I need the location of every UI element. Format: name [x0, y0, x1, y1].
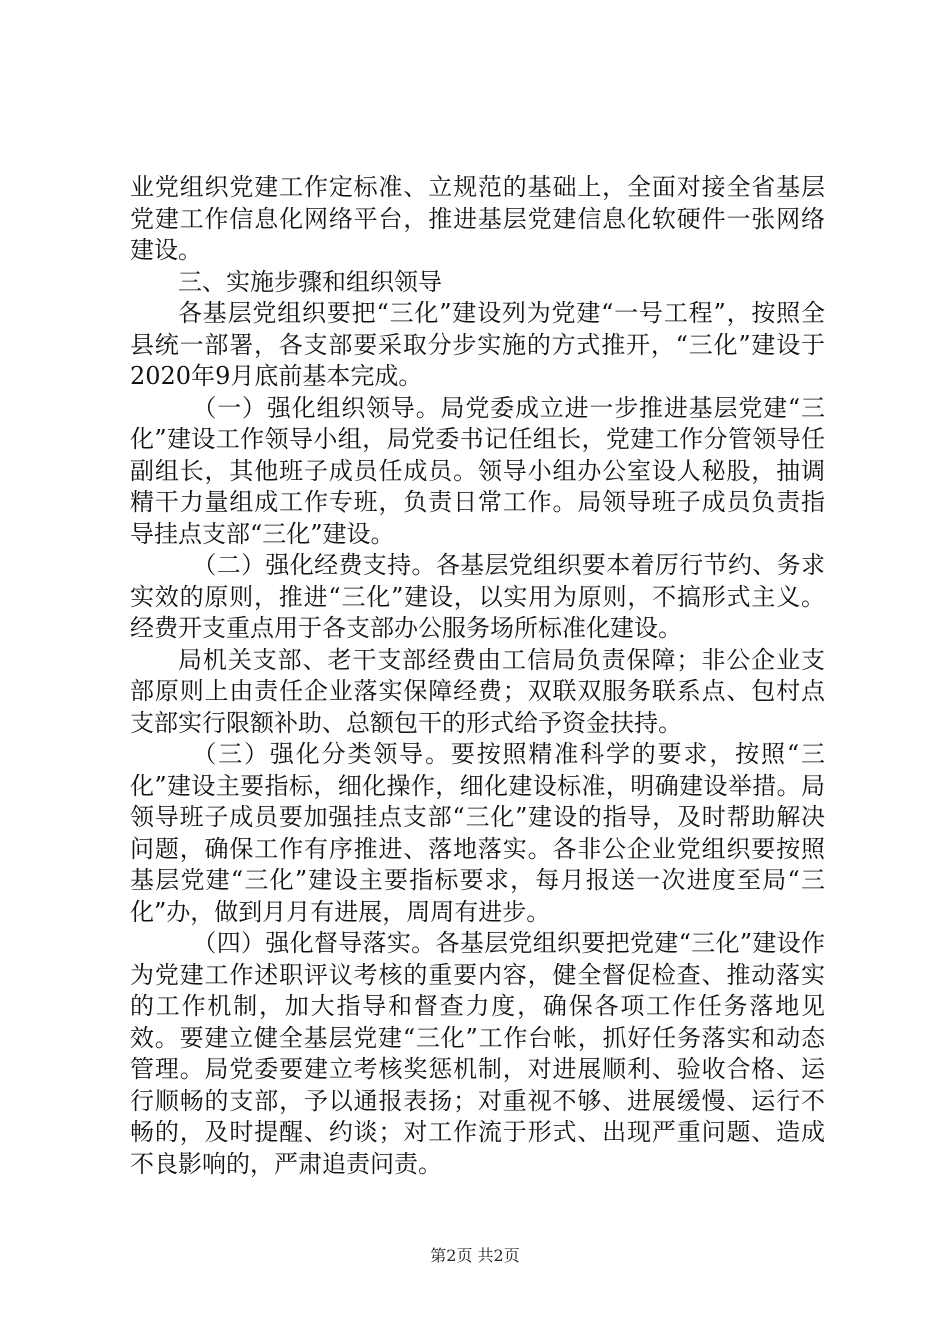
paragraph-continuation: 业党组织党建工作定标准、立规范的基础上，全面对接全省基层党建工作信息化网络平台，推进基层党建信息化软硬件一张网络建设。	[130, 173, 825, 264]
document-body	[130, 172, 825, 1180]
paragraph-item-3: （三）强化分类领导。要按照精准科学的要求，按照“三化”建设主要指标，细化操作，细化建设标准，明确建设举措。局领导班子成员要加强挂点支部“三化”建设的指导，及时帮助解决问题，确保工作有序推进、落地落实。各非公企业党组织要按照基层党建“三化”建设主要指标要求，每月报送一次进度至局“三化”办，做到月月有进展，周周有进步。	[130, 740, 825, 926]
section-heading: 三、实施步骤和组织领导	[178, 267, 442, 296]
paragraph-item-4: （四）强化督导落实。各基层党组织要把党建“三化”建设作为党建工作述职评议考核的重要内容，健全督促检查、推动落实的工作机制，加大指导和督查力度，确保各项工作任务落地见效。要建立健全基层党建“三化”工作台帐，抓好任务落实和动态管理。局党委要建立考核奖惩机制，对进展顺利、验收合格、运行顺畅的支部，予以通报表扬；对重视不够、进展缓慢、运行不畅的，及时提醒、约谈；对工作流于形式、出现严重问题、造成不良影响的，严肃追责问责。	[130, 929, 825, 1178]
page-footer: 第2页 共2页	[430, 1246, 520, 1265]
paragraph-item-2: （二）强化经费支持。各基层党组织要本着厉行节约、务求实效的原则，推进“三化”建设，以实用为原则，不搞形式主义。经费开支重点用于各支部办公服务场所标准化建设。	[130, 551, 825, 642]
paragraph-item-1: （一）强化组织领导。局党委成立进一步推进基层党建“三化”建设工作领导小组，局党委书记任组长，党建工作分管领导任副组长，其他班子成员任成员。领导小组办公室设人秘股，抽调精干力量组成工作专班，负责日常工作。局领导班子成员负责指导挂点支部“三化”建设。	[130, 393, 825, 548]
paragraph: 各基层党组织要把“三化”建设列为党建“一号工程”，按照全县统一部署，各支部要采取分步实施的方式推开，“三化”建设于2020年9月底前基本完成。	[130, 299, 825, 390]
paragraph: 局机关支部、老干支部经费由工信局负责保障；非公企业支部原则上由责任企业落实保障经费；双联双服务联系点、包村点支部实行限额补助、总额包干的形式给予资金扶持。	[130, 645, 825, 737]
